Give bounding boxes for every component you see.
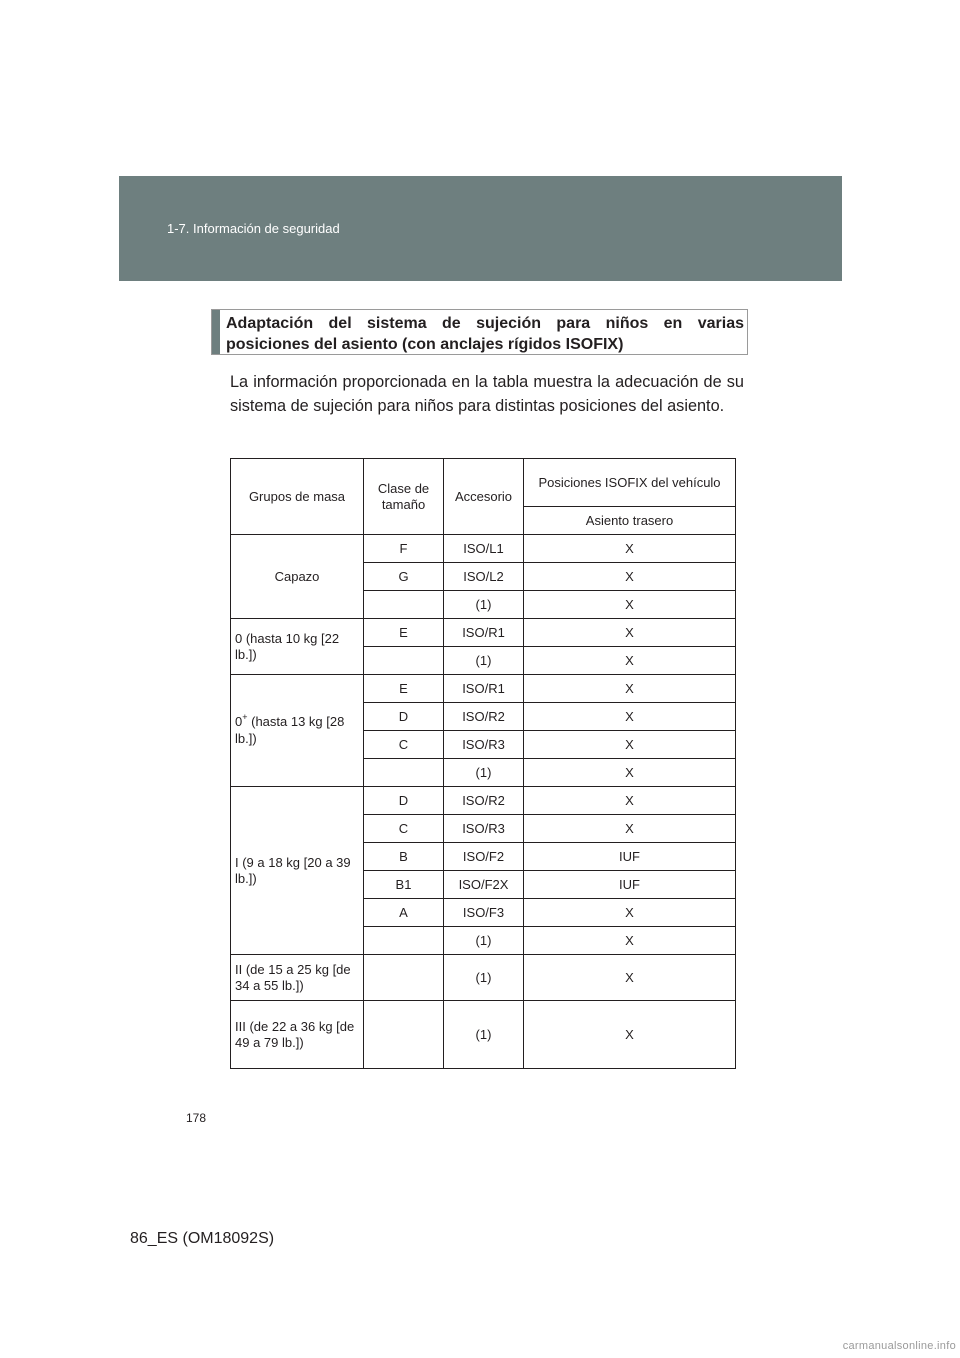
group-0-plus-superscript: + — [242, 712, 248, 722]
header-size-class: Clase de tamaño — [364, 459, 444, 535]
value-cell: IUF — [524, 871, 736, 899]
value-cell: X — [524, 1001, 736, 1069]
fixture-cell: ISO/R3 — [444, 815, 524, 843]
fixture-cell: ISO/L1 — [444, 535, 524, 563]
value-cell: X — [524, 787, 736, 815]
table-row — [231, 535, 736, 563]
group-0-plus-prefix: 0 — [235, 714, 243, 729]
watermark-text: carmanualsonline.info — [842, 1340, 956, 1352]
size-cell — [364, 927, 444, 955]
value-cell: X — [524, 619, 736, 647]
section-title: Adaptación del sistema de sujeción para niños en varias posiciones del asiento (con anclajes rígidos ISOFIX) — [226, 315, 744, 353]
value-cell: X — [524, 535, 736, 563]
fixture-cell: ISO/F3 — [444, 899, 524, 927]
title-accent-bar — [212, 310, 220, 354]
group-II: II (de 15 a 25 kg [de 34 a 55 lb.]) — [231, 955, 364, 1001]
group-0-plus — [231, 675, 364, 787]
intro-paragraph: La información proporcionada en la tabla muestra la adecuación de su sistema de sujeción para niños para distintas posiciones del asiento. — [230, 373, 744, 415]
size-cell: D — [364, 703, 444, 731]
size-cell: E — [364, 619, 444, 647]
size-cell — [364, 1001, 444, 1069]
fixture-cell: ISO/R2 — [444, 703, 524, 731]
header-isofix-positions: Posiciones ISOFIX del vehículo — [524, 459, 736, 507]
group-capazo: Capazo — [231, 535, 364, 619]
size-cell — [364, 759, 444, 787]
fixture-cell: ISO/F2X — [444, 871, 524, 899]
fixture-cell: ISO/R1 — [444, 619, 524, 647]
header-rear-seat: Asiento trasero — [524, 507, 736, 535]
value-cell: X — [524, 591, 736, 619]
fixture-cell: (1) — [444, 647, 524, 675]
group-I: I (9 a 18 kg [20 a 39 lb.]) — [231, 787, 364, 955]
value-cell: X — [524, 731, 736, 759]
size-cell: B — [364, 843, 444, 871]
value-cell: X — [524, 927, 736, 955]
size-cell: B1 — [364, 871, 444, 899]
fixture-cell: (1) — [444, 759, 524, 787]
fixture-cell: (1) — [444, 591, 524, 619]
value-cell: X — [524, 675, 736, 703]
value-cell: X — [524, 703, 736, 731]
size-cell — [364, 955, 444, 1001]
size-cell: A — [364, 899, 444, 927]
fixture-cell: ISO/R2 — [444, 787, 524, 815]
size-cell: E — [364, 675, 444, 703]
fixture-cell: ISO/R3 — [444, 731, 524, 759]
group-III: III (de 22 a 36 kg [de 49 a 79 lb.]) — [231, 1001, 364, 1069]
header-band — [119, 176, 842, 281]
size-cell: D — [364, 787, 444, 815]
value-cell: X — [524, 759, 736, 787]
size-cell: G — [364, 563, 444, 591]
table-row — [231, 619, 736, 647]
size-cell — [364, 591, 444, 619]
table-row — [231, 955, 736, 1001]
fixture-cell: (1) — [444, 955, 524, 1001]
value-cell: X — [524, 563, 736, 591]
fixture-cell: ISO/R1 — [444, 675, 524, 703]
header-fixture: Accesorio — [444, 459, 524, 535]
size-cell: C — [364, 731, 444, 759]
group-0-plus-rest: (hasta 13 kg [28 lb.]) — [235, 714, 345, 746]
fixture-cell: ISO/F2 — [444, 843, 524, 871]
table-header-row — [231, 459, 736, 507]
value-cell: X — [524, 955, 736, 1001]
value-cell: X — [524, 899, 736, 927]
fixture-cell: ISO/L2 — [444, 563, 524, 591]
fixture-cell: (1) — [444, 1001, 524, 1069]
header-mass-group: Grupos de masa — [231, 459, 364, 535]
section-title-box — [211, 309, 748, 355]
table-row — [231, 787, 736, 815]
isofix-table — [230, 458, 736, 1069]
size-cell: F — [364, 535, 444, 563]
table-row — [231, 675, 736, 703]
value-cell: X — [524, 815, 736, 843]
fixture-cell: (1) — [444, 927, 524, 955]
page-number: 178 — [186, 1111, 207, 1125]
size-cell — [364, 647, 444, 675]
size-cell: C — [364, 815, 444, 843]
value-cell: X — [524, 647, 736, 675]
section-label: 1-7. Información de seguridad — [167, 221, 340, 236]
group-0: 0 (hasta 10 kg [22 lb.]) — [231, 619, 364, 675]
document-code: 86_ES (OM18092S) — [130, 1230, 275, 1247]
table-row — [231, 1001, 736, 1069]
value-cell: IUF — [524, 843, 736, 871]
